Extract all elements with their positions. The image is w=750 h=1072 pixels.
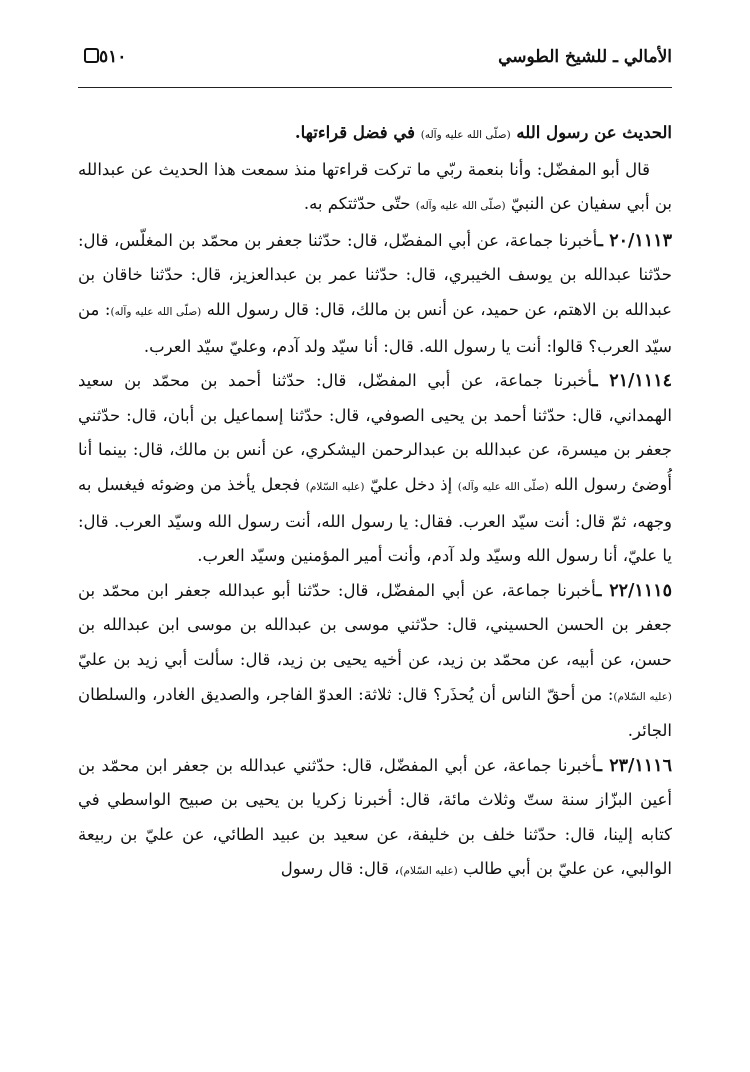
paragraph-text: في فضل قراءتها. (294, 123, 421, 142)
hadith-paragraph (78, 749, 672, 889)
paragraph-text: أخبرنا جماعة، عن أبي المفضّل، قال: حدّثني عبدالله بن جعفر ابن محمّد بن أعين البزّاز سنة ستّ وثلاث مائة، قال: أخبرنا زكريا بن يحيى بن صبيح الواسطي في كتابه إلينا، قال: حدّثنا خلف بن خليفة، عن سعيد بن عبيد الطائي، عن عليّ بن ربيعة الوالبي، عن عليّ بن أبي طالب (78, 755, 672, 879)
page-number-text: ٥١٠ (99, 47, 127, 67)
paragraph-text: أخبرنا جماعة، عن أبي المفضّل، قال: حدّثنا أبو عبدالله جعفر ابن محمّد بن جعفر بن الحسن الحسيني، قال: حدّثني موسى بن عبدالله بن موسى ابن عبدالله بن حسن، عن أبيه، عن محمّد بن زيد، عن أخيه يحيى بن زيد، قال: سألت أبي زيد بن عليّ (78, 580, 672, 669)
hadith-paragraph (78, 224, 672, 364)
paragraph-text: فجعل يأخذ من وضوئه فيغسل به وجهه، ثمّ قال: أنت سيّد العرب. فقال: يا رسول الله، أنت رسول الله وسيّد العرب. قال: يا عليّ، أنا رسول الله وسيّد ولد آدم، وأنت أمير المؤمنين وسيّد العرب. (78, 474, 672, 566)
hadith-paragraph (78, 153, 672, 224)
blessing-phrase: (صلّى الله عليه وآله) (415, 200, 506, 213)
paragraph-text: ، قال: قال رسول (280, 859, 400, 879)
paragraph-text: : من سيّد العرب؟ قالوا: أنت يا رسول الله. قال: أنا سيّد ولد آدم، وعليّ سيّد العرب. (78, 299, 672, 356)
blessing-phrase: (صلّى الله عليه وآله) (110, 305, 202, 318)
blessing-phrase: (صلّى الله عليه وآله) (457, 480, 549, 493)
blessing-phrase: (عليه السّلام) (399, 865, 458, 878)
paragraph-text: : من أحقّ الناس أن يُحذَر؟ قال: ثلاثة: العدوّ الفاجر، والصديق الغادر، والسلطان الجائر. (78, 684, 672, 741)
paragraph-text: قال أبو المفضّل: وأنا بنعمة ربّي ما تركت قراءتها منذ سمعت هذا الحديث عن عبدالله بن أبي سفيان عن النبيّ (78, 159, 672, 214)
hadith-number: ٢٠/١١١٣ ـ (597, 230, 672, 251)
paragraph-text: أخبرنا جماعة، عن أبي المفضّل، قال: حدّثنا أحمد بن محمّد بن سعيد الهمداني، قال: حدّثنا أحمد بن يحيى الصوفي، قال: حدّثنا إسماعيل بن أبان، قال: حدّثني جعفر بن ميسرة، عن عبدالله بن عبدالرحمن اليشكري، عن أنس بن مالك، قال: بينما أنا أُوضئ رسول الله (78, 371, 672, 494)
paragraph-text: إذ دخل عليّ (364, 474, 458, 494)
page-number (78, 47, 126, 67)
hadith-paragraph (78, 574, 672, 749)
hadith-number: ٢٢/١١١٥ ـ (596, 580, 672, 601)
hadith-paragraph (78, 116, 672, 153)
header-title: الأمالي ـ للشيخ الطوسي (498, 47, 672, 67)
paragraph-text: حتّى حدّثتكم به. (303, 194, 416, 214)
body-text (78, 116, 672, 889)
hadith-paragraph (78, 364, 672, 574)
square-ornament-icon (84, 48, 99, 63)
blessing-phrase: (عليه السّلام) (305, 480, 365, 493)
hadith-number: ٢٣/١١١٦ ـ (596, 755, 672, 776)
blessing-phrase: (عليه السّلام) (613, 690, 672, 703)
running-header (78, 47, 672, 77)
header-divider (78, 87, 672, 88)
paragraph-text: الحديث عن رسول الله (510, 123, 672, 142)
blessing-phrase: (صلّى الله عليه وآله) (420, 129, 511, 141)
hadith-number: ٢١/١١١٤ ـ (592, 371, 672, 392)
paragraph-text: أخبرنا جماعة، عن أبي المفضّل، قال: حدّثنا جعفر بن محمّد بن المغلّس، قال: حدّثنا عبدالله بن يوسف الخيبري، قال: حدّثنا عمر بن عبدالعزيز، قال: حدّثنا خاقان بن عبدالله بن الاهتم، عن حميد، عن أنس بن مالك، قال: قال رسول الله (78, 230, 673, 319)
